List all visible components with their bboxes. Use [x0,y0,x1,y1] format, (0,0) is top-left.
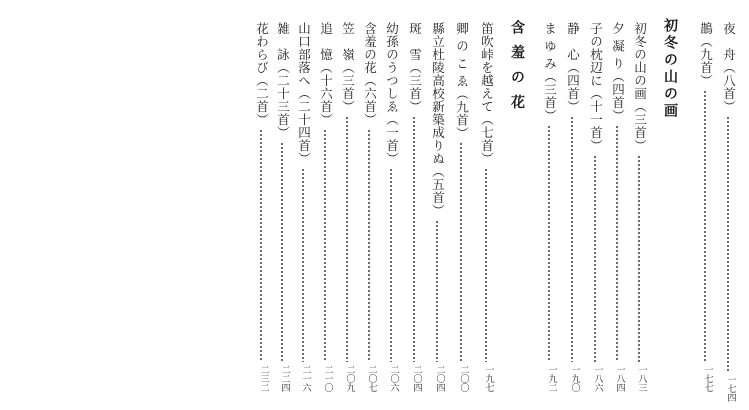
leader-dots [633,155,646,362]
leader-dots [543,125,556,362]
entry-page: 二〇七 [366,365,377,392]
leader-dots [566,116,579,362]
toc-entry [255,22,268,392]
leader-dots [722,116,735,372]
entry-title: 斑 雪（三首） [407,22,423,113]
toc-entry [543,22,556,392]
leader-dots [341,116,354,362]
entry-title: 卿 の こ ゑ（九首） [454,22,470,140]
entry-page: 二〇〇 [458,365,469,392]
toc-entry [319,22,332,392]
entry-page: 一七四 [725,375,736,402]
toc-entry [455,22,468,392]
leader-dots [255,129,268,362]
entry-title: 幼孫のうつしゑ（一首） [384,22,400,165]
entry-title: 含羞の花（六首） [362,22,378,126]
entry-title: ま ゆ み（三首） [542,22,558,122]
entry-page: 二三二 [258,365,269,392]
toc-entry [385,22,398,392]
entry-title: 笠 嶺（三首） [340,22,356,113]
entry-title: 追 憶（十六首） [318,22,334,126]
entry-page: 二〇四 [411,365,422,392]
entry-title: 花わらび（二首） [254,22,270,126]
leader-dots [611,125,624,362]
entry-title: 鵲（九首） [698,22,714,87]
entry-page: 二一〇 [322,365,333,392]
toc-entry [566,22,579,392]
toc-entry [408,22,421,392]
toc-entry [589,22,602,392]
toc-entry [276,22,289,392]
toc-entry [480,22,493,392]
entry-title: 夕 凝 り（四首） [610,22,626,122]
entry-page: 一九二 [546,365,557,392]
entry-title: 夜 舟（八首） [721,22,737,113]
entry-page: 一八六 [592,365,603,392]
leader-dots [319,129,332,362]
entry-page: 二〇六 [388,365,399,392]
section-heading: 含 羞 の 花 [509,20,525,112]
entry-title: 縣立杜陵高校新築成りぬ（五首） [430,22,446,217]
leader-dots [385,168,398,362]
entry-page: 一八四 [614,365,625,392]
entry-title: 初冬の山の画（三首） [632,22,648,152]
entry-title: 雑 詠（二十三首） [275,22,291,139]
entry-page: 一七七 [702,365,713,392]
entry-page: 二一六 [300,365,311,392]
leader-dots [431,220,444,362]
leader-dots [408,116,421,362]
toc-entry [611,22,624,392]
entry-page: 一九〇 [569,365,580,392]
leader-dots [455,142,468,362]
entry-page: 二〇九 [344,365,355,392]
entry-title: 笛吹峠を越えて（七首） [479,22,495,165]
leader-dots [589,155,602,362]
entry-page: 二〇四 [434,365,445,392]
toc-entry [341,22,354,392]
section-heading: 初冬の山の画 [662,18,678,120]
entry-page: 二二四 [279,365,290,392]
leader-dots [699,90,712,362]
toc-entry [297,22,310,392]
toc-entry [699,22,712,392]
entry-title: 静 心（四首） [565,22,581,113]
leader-dots [363,129,376,362]
toc-entry [363,22,376,392]
entry-title: 山口部落へ（二十四首） [296,22,312,165]
leader-dots [480,168,493,362]
entry-title: 子の枕辺に（十一首） [588,22,604,152]
toc-entry [722,22,735,402]
toc-entry [633,22,646,392]
toc-entry [431,22,444,392]
entry-page: 一九七 [483,365,494,392]
leader-dots [297,168,310,362]
entry-page: 一八三 [636,365,647,392]
leader-dots [276,142,289,362]
